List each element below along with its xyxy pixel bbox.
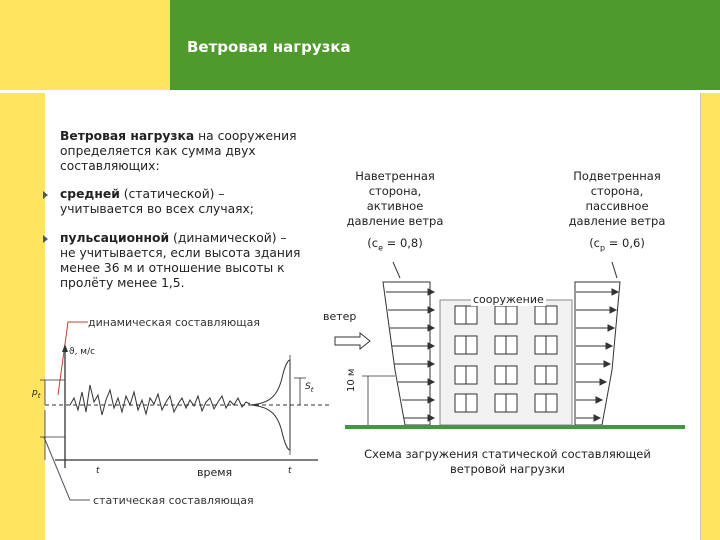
time-tick-1: t bbox=[96, 466, 100, 476]
windward-label: Наветренная сторона, активное давление ветра $(c_e = 0,8)$ bbox=[335, 169, 455, 255]
windward-pointer bbox=[393, 262, 400, 278]
height-label: 10 м bbox=[346, 368, 357, 392]
graph-y-arrow-icon bbox=[62, 344, 68, 352]
time-tick-2: t bbox=[288, 466, 292, 476]
ground-line bbox=[345, 425, 685, 429]
bullet-static-line-2: учитывается во всех случаях; bbox=[60, 202, 254, 216]
windward-coefficient: $(c_e = 0,8)$ bbox=[367, 236, 423, 253]
slide-title: Ветровая нагрузка bbox=[187, 38, 351, 56]
intro-line-3: составляющих: bbox=[60, 159, 160, 173]
dynamic-leader-line bbox=[58, 322, 88, 395]
bullet-static-bold: средней bbox=[60, 187, 120, 201]
leeward-load-arrows bbox=[576, 289, 618, 421]
bullet-dynamic-line-3: менее 36 м и отношение высоты к bbox=[60, 261, 285, 275]
windward-pressure-profile bbox=[383, 282, 430, 425]
time-axis-label: время bbox=[197, 466, 233, 479]
bullet-dynamic-line-4: пролёту менее 1,5. bbox=[60, 276, 185, 290]
bullet-dynamic-rest: (динамической) – bbox=[169, 231, 287, 245]
pulsation-signal bbox=[70, 385, 250, 415]
leeward-coefficient: $(c_p = 0,6)$ bbox=[589, 236, 645, 253]
leeward-label: Подветренная сторона, пассивное давление ветра $(c_p = 0,6)$ bbox=[552, 169, 682, 255]
velocity-axis-label: ϑ, м/с bbox=[69, 347, 96, 357]
p-symbol: $p_t$ bbox=[32, 388, 41, 400]
intro-lead-rest: на сооружения bbox=[194, 129, 297, 143]
dynamic-component-label: динамическая составляющая bbox=[88, 316, 261, 329]
bullet-dynamic-line-2: не учитывается, если высота здания bbox=[60, 246, 301, 260]
leeward-pressure-profile bbox=[575, 282, 620, 425]
wind-arrow-icon bbox=[335, 333, 370, 349]
intro-lead-bold: Ветровая нагрузка bbox=[60, 129, 195, 143]
leeward-pointer bbox=[612, 262, 617, 278]
wind-label: ветер bbox=[323, 310, 357, 323]
static-leader-line bbox=[44, 437, 90, 500]
bullet-dynamic-bold: пульсационной bbox=[60, 231, 170, 245]
s-symbol: $S_t$ bbox=[305, 382, 314, 394]
diagram-caption: Схема загружения статической составляющей ветровой нагрузки bbox=[364, 447, 651, 476]
intro-line-2: определяется как сумма двух bbox=[60, 144, 256, 158]
static-component-label: статическая составляющая bbox=[93, 494, 254, 507]
structure-label: сооружение bbox=[473, 293, 544, 306]
bullet-static-rest: (статической) – bbox=[119, 187, 225, 201]
